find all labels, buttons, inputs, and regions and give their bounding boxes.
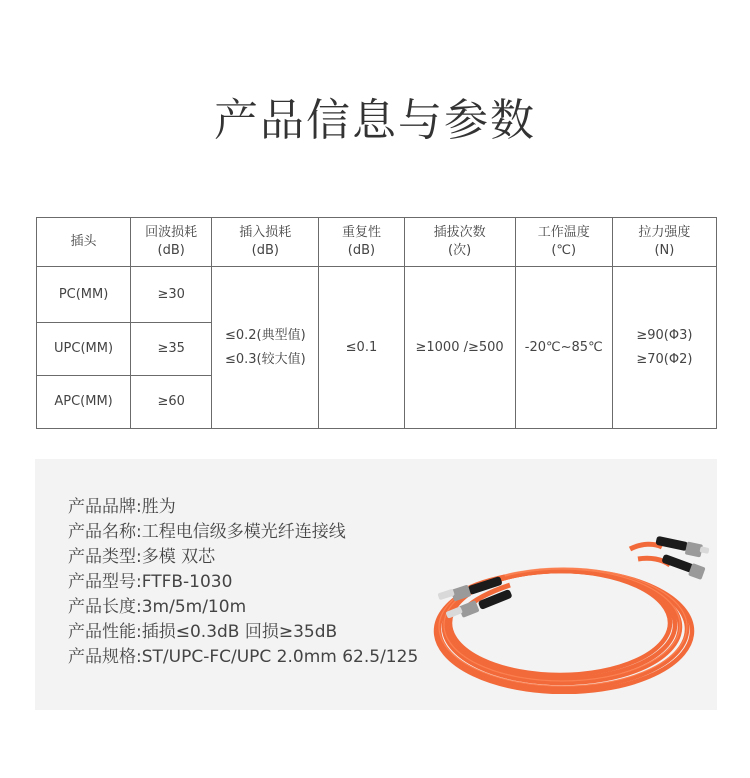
tensile-strength-cell: ≥90(Φ3) ≥70(Φ2) [612,267,716,429]
mating-cycles-cell: ≥1000 /≥500 [404,267,515,429]
info-brand: 产品品牌:胜为 [68,497,176,517]
header-return-loss: 回波损耗 (dB) [131,218,212,267]
info-performance: 产品性能:插损≤0.3dB 回损≥35dB [68,622,338,642]
return-loss-cell: ≥30 [131,267,212,323]
info-model: 产品型号:FTFB-1030 [68,572,233,592]
fc-connector-icon [655,536,709,580]
header-insertion-loss: 插入损耗 (dB) [212,218,319,267]
page-title: 产品信息与参数 [214,95,536,146]
info-name: 产品名称:工程电信级多模光纤连接线 [68,522,346,542]
info-spec: 产品规格:ST/UPC-FC/UPC 2.0mm 62.5/125 [68,647,419,667]
table-row [37,267,717,323]
product-info-panel [35,459,717,710]
info-type: 产品类型:多模 双芯 [68,547,216,567]
header-operating-temp: 工作温度 (℃) [515,218,612,267]
return-loss-cell: ≥60 [131,376,212,429]
return-loss-cell: ≥35 [131,323,212,376]
table-header-row [37,218,717,267]
spec-table [36,217,717,429]
insertion-loss-cell: ≤0.2(典型值) ≤0.3(较大值) [212,267,319,429]
connector-type-cell: UPC(MM) [37,323,131,376]
st-connector-icon [437,576,512,619]
connector-type-cell: APC(MM) [37,376,131,429]
header-tensile-strength: 拉力强度 (N) [612,218,716,267]
connector-type-cell: PC(MM) [37,267,131,323]
header-repeatability: 重复性 (dB) [319,218,404,267]
product-info-list [68,495,418,670]
operating-temp-cell: -20℃~85℃ [515,267,612,429]
fiber-patch-cable-image [410,519,710,694]
header-connector: 插头 [37,218,131,267]
header-mating-cycles: 插拔次数 (次) [404,218,515,267]
info-length: 产品长度:3m/5m/10m [68,597,247,617]
repeatability-cell: ≤0.1 [319,267,404,429]
